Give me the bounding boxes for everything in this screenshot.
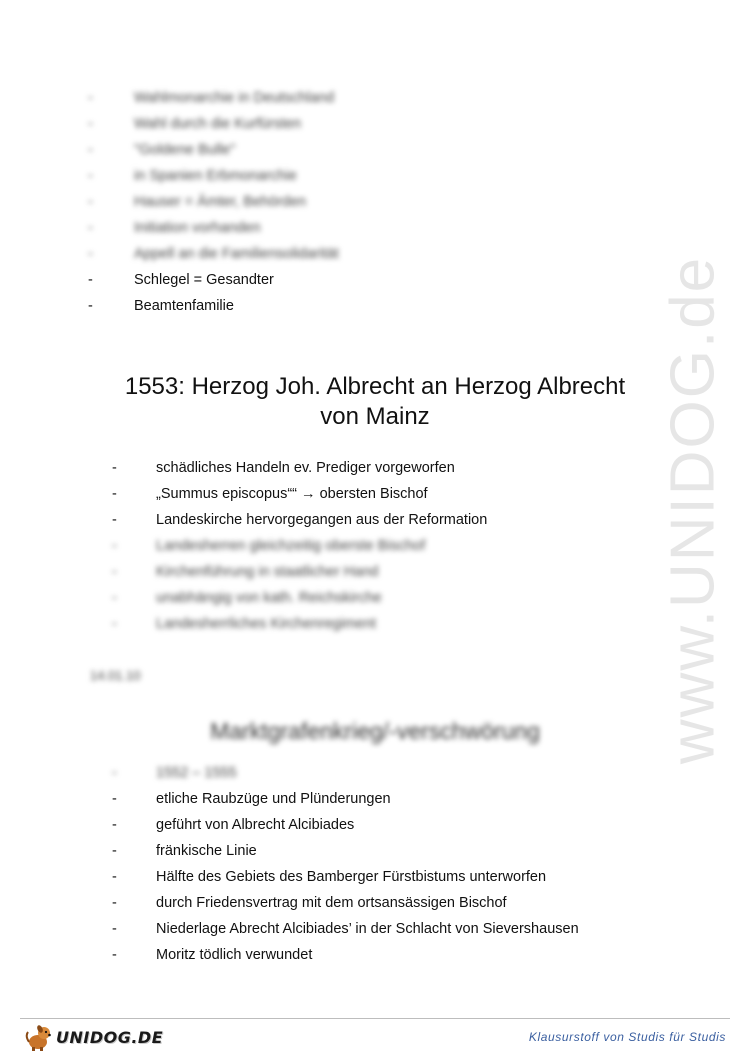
logo-text: UNIDOG.DE [56, 1027, 164, 1047]
bullet-dash: - [112, 616, 117, 632]
watermark-text: www.UNIDOG.de [658, 255, 728, 765]
bullet-dash: - [112, 869, 117, 885]
bullet-dash: - [88, 220, 93, 236]
footer-tagline: Klausurstoff von Studis für Studis [528, 1030, 726, 1044]
list-item-text: fränkische Linie [156, 843, 257, 859]
list-item-text: etliche Raubzüge und Plünderungen [156, 791, 391, 807]
list-item-text: durch Friedensvertrag mit dem ortsansässigen Bischof [156, 895, 507, 911]
bullet-dash: - [112, 486, 117, 502]
bullet-dash: - [88, 194, 93, 210]
bullet-dash: - [112, 817, 117, 833]
list-item-text: "Goldene Bulle" [134, 142, 236, 158]
footer-divider [20, 1018, 730, 1019]
list-item-text: Kirchenführung in staatlicher Hand [156, 564, 379, 580]
bullet-dash: - [112, 538, 117, 554]
list-item-text: Wahlmonarchie in Deutschland [134, 90, 335, 106]
bullet-dash: - [112, 895, 117, 911]
bullet-dash: - [112, 460, 117, 476]
section2-heading-line1: 1553: Herzog Joh. Albrecht an Herzog Albrecht [124, 373, 626, 400]
list-item-text: Beamtenfamilie [134, 298, 234, 314]
bullet-dash: - [112, 564, 117, 580]
bullet-dash: - [112, 512, 117, 528]
list-item-text: Hälfte des Gebiets des Bamberger Fürstbistums unterworfen [156, 869, 547, 885]
list-item-text: Initiation vorhanden [134, 220, 261, 236]
bullet-dash: - [88, 142, 93, 158]
list-item-text: 1552 – 1555 [156, 765, 237, 781]
bullet-dash: - [88, 90, 93, 106]
bullet-dash: - [88, 298, 93, 314]
list-item-text: in Spanien Erbmonarchie [134, 168, 297, 184]
list-item-text: Hauser = Ämter, Behörden [134, 194, 307, 210]
list-item-text: „Summus episcopus““ → obersten Bischof [156, 486, 428, 502]
bullet-dash: - [112, 947, 117, 963]
dog-logo-icon [24, 1022, 54, 1052]
list-item-text: Landesherren gleichzeitig oberste Bischof [156, 538, 426, 554]
list-item-text: Schlegel = Gesandter [134, 272, 274, 288]
list-item-text: schädliches Handeln ev. Prediger vorgeworfen [156, 460, 455, 476]
list-item-text: Niederlage Abrecht Alcibiades’ in der Schlacht von Sievershausen [156, 921, 579, 937]
section2-heading [60, 372, 690, 432]
list-item-text: Appell an die Familiensolidarität [134, 246, 339, 262]
list-item-text: unabhängig von kath. Reichskirche [156, 590, 382, 606]
list-item-text: Landesherrliches Kirchenregiment [156, 616, 377, 632]
list-item-text: Landeskirche hervorgegangen aus der Reformation [156, 512, 488, 528]
bullet-dash: - [88, 168, 93, 184]
list-item-text: geführt von Albrecht Alcibiades [156, 817, 355, 833]
bullet-dash: - [112, 843, 117, 859]
bullet-dash: - [112, 765, 117, 781]
footer-logo [24, 1020, 163, 1054]
bullet-dash: - [88, 246, 93, 262]
bullet-dash: - [112, 921, 117, 937]
list-item-text: Wahl durch die Kurfürsten [134, 116, 302, 132]
bullet-dash: - [112, 590, 117, 606]
section3-heading: Marktgrafenkrieg/-verschwörung [210, 718, 540, 744]
bullet-dash: - [112, 791, 117, 807]
bullet-dash: - [88, 272, 93, 288]
bullet-dash: - [88, 116, 93, 132]
section2-heading-line2: von Mainz [320, 403, 430, 430]
date-label: 14.01.10 [90, 668, 141, 683]
list-item-text: Moritz tödlich verwundet [156, 947, 313, 963]
